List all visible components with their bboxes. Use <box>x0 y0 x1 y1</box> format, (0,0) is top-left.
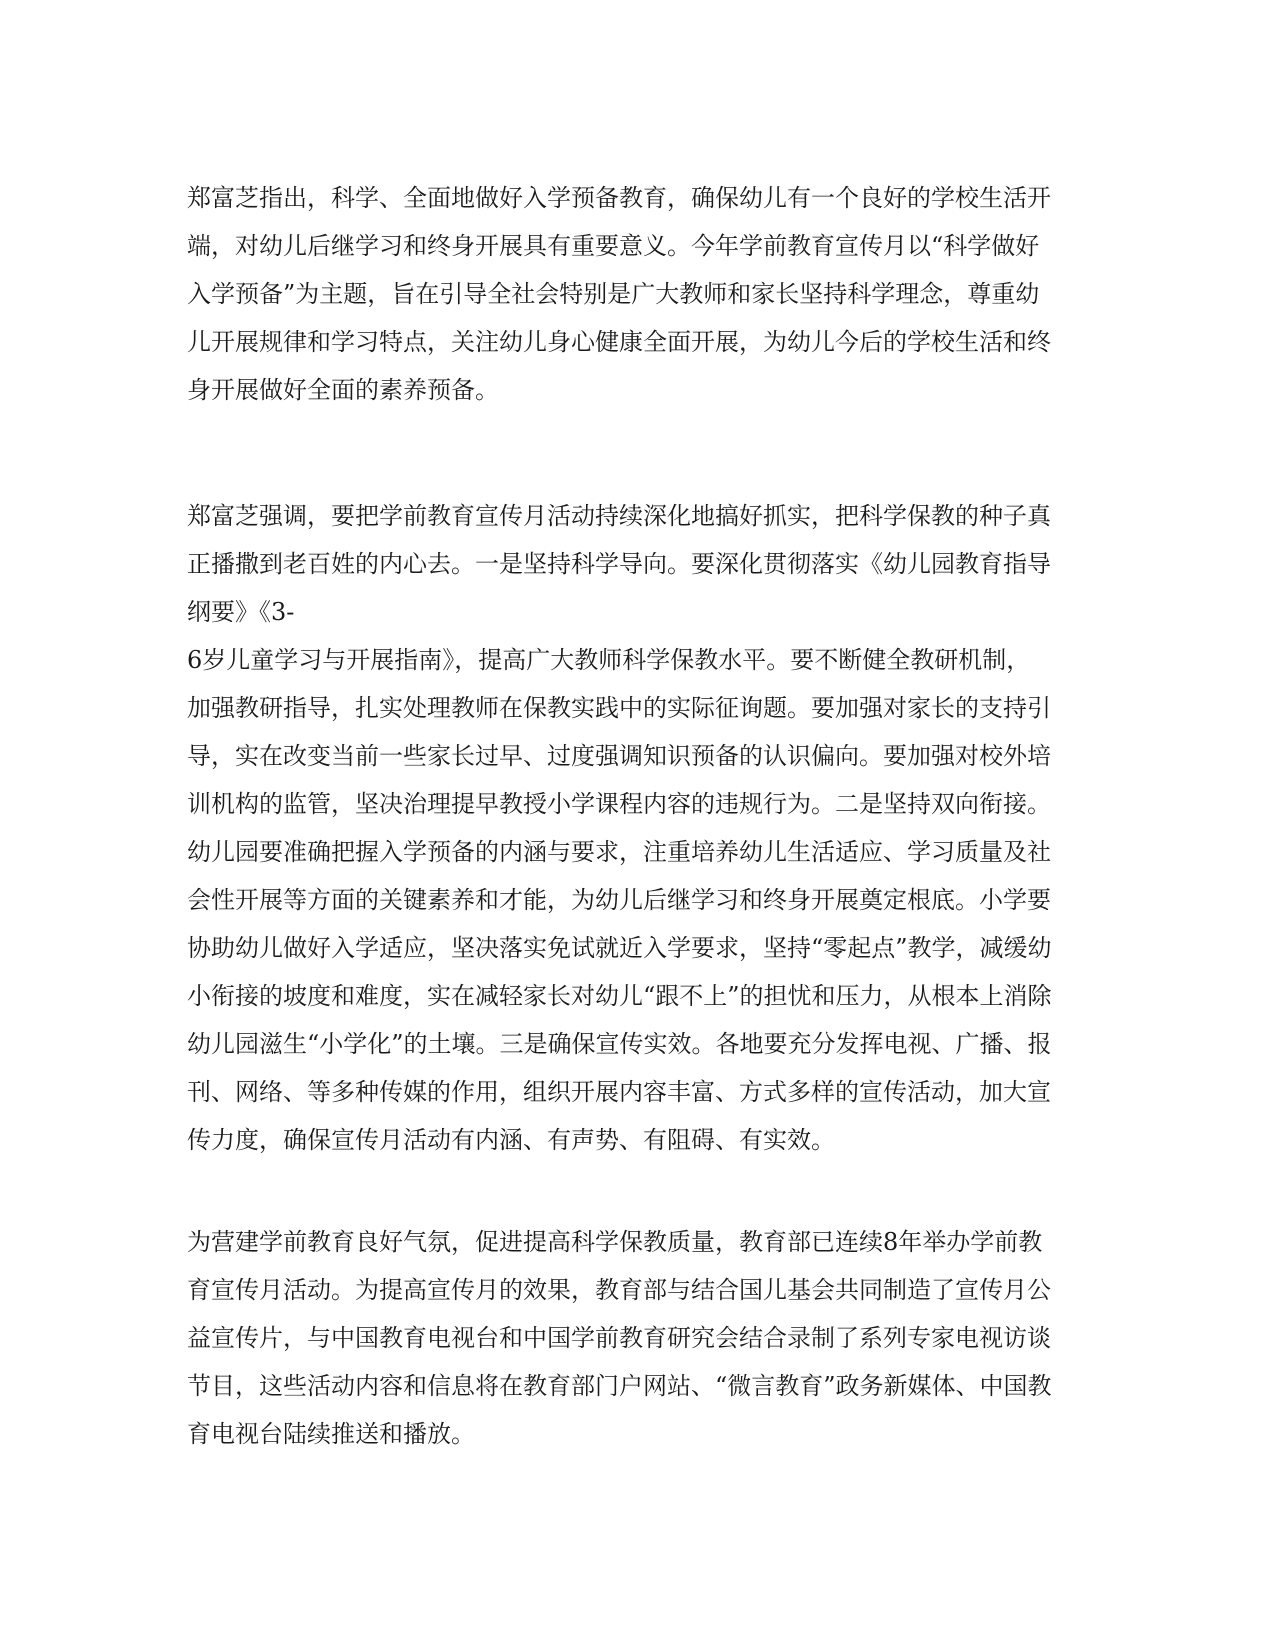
paragraph-line: 郑富芝强调，要把学前教育宣传月活动持续深化地搞好抓实，把科学保教的种子真 <box>187 502 1051 530</box>
paragraph-line: 育电视台陆续推送和播放。 <box>187 1420 475 1448</box>
paragraph-line: 节目，这些活动内容和信息将在教育部门户网站、“微言教育”政务新媒体、中国教 <box>187 1372 1052 1400</box>
paragraph-line: 导，实在改变当前一些家长过早、过度强调知识预备的认识偏向。要加强对校外培 <box>187 742 1051 770</box>
paragraph-line: 小衔接的坡度和难度，实在减轻家长对幼儿“跟不上”的担忧和压力，从根本上消除 <box>187 982 1052 1010</box>
paragraph-line: 育宣传月活动。为提高宣传月的效果，教育部与结合国儿基会共同制造了宣传月公 <box>187 1276 1051 1304</box>
paragraph-1 <box>187 174 1087 414</box>
paragraph-line: 6岁儿童学习与开展指南》，提高广大教师科学保教水平。要不断健全教研机制， <box>187 646 1031 674</box>
paragraph-line: 传力度，确保宣传月活动有内涵、有声势、有阻碍、有实效。 <box>187 1126 835 1154</box>
paragraph-line: 儿开展规律和学习特点，关注幼儿身心健康全面开展，为幼儿今后的学校生活和终 <box>187 328 1051 356</box>
paragraph-line: 训机构的监管，坚决治理提早教授小学课程内容的违规行为。二是坚持双向衔接。 <box>187 790 1051 818</box>
paragraph-line: 为营建学前教育良好气氛，促进提高科学保教质量，教育部已连续8年举办学前教 <box>187 1228 1043 1256</box>
paragraph-line: 入学预备”为主题，旨在引导全社会特别是广大教师和家长坚持科学理念，尊重幼 <box>187 280 1040 308</box>
paragraph-line: 刊、网络、等多种传媒的作用，组织开展内容丰富、方式多样的宣传活动，加大宣 <box>187 1078 1051 1106</box>
paragraph-line: 端，对幼儿后继学习和终身开展具有重要意义。今年学前教育宣传月以“科学做好 <box>187 232 1040 260</box>
paragraph-line: 身开展做好全面的素养预备。 <box>187 376 499 404</box>
paragraph-line: 郑富芝指出，科学、全面地做好入学预备教育，确保幼儿有一个良好的学校生活开 <box>187 184 1051 212</box>
paragraph-2 <box>187 492 1087 1164</box>
paragraph-line: 正播撒到老百姓的内心去。一是坚持科学导向。要深化贯彻落实《幼儿园教育指导 <box>187 550 1051 578</box>
paragraph-line: 幼儿园要准确把握入学预备的内涵与要求，注重培养幼儿生活适应、学习质量及社 <box>187 838 1051 866</box>
paragraph-line: 益宣传片，与中国教育电视台和中国学前教育研究会结合录制了系列专家电视访谈 <box>187 1324 1051 1352</box>
paragraph-line: 会性开展等方面的关键素养和才能，为幼儿后继学习和终身开展奠定根底。小学要 <box>187 886 1051 914</box>
paragraph-line: 加强教研指导，扎实处理教师在保教实践中的实际征询题。要加强对家长的支持引 <box>187 694 1051 722</box>
paragraph-line: 纲要》《3- <box>187 598 295 626</box>
paragraph-line: 幼儿园滋生“小学化”的土壤。三是确保宣传实效。各地要充分发挥电视、广播、报 <box>187 1030 1052 1058</box>
paragraph-3 <box>187 1218 1087 1458</box>
paragraph-line: 协助幼儿做好入学适应，坚决落实免试就近入学要求，坚持“零起点”教学，减缓幼 <box>187 934 1052 962</box>
